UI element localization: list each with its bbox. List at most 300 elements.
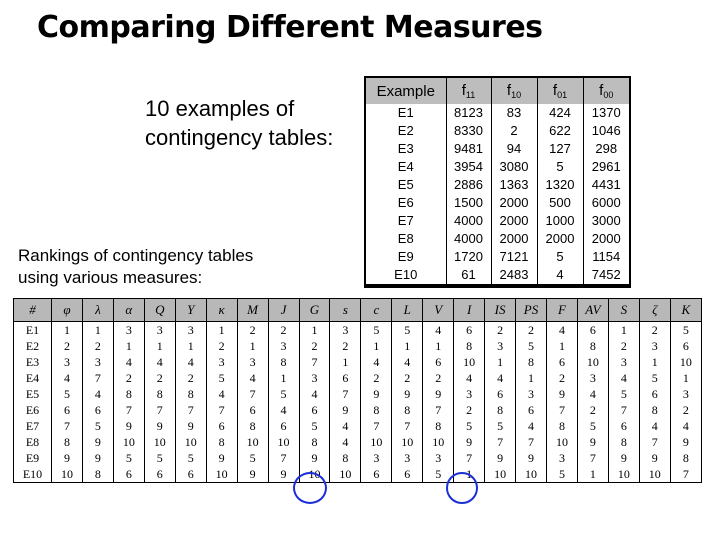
rankings-cell: 10 bbox=[144, 434, 175, 450]
rankings-cell: 4 bbox=[113, 354, 144, 370]
rankings-cell: 5 bbox=[577, 418, 608, 434]
rankings-cell: E2 bbox=[14, 338, 52, 354]
rankings-header: Q bbox=[144, 299, 175, 322]
highlight-circle-i bbox=[446, 472, 478, 504]
rankings-cell: 10 bbox=[454, 354, 485, 370]
examples-cell: E7 bbox=[366, 212, 446, 230]
rankings-cell: E4 bbox=[14, 370, 52, 386]
examples-header-subscript: 00 bbox=[603, 90, 614, 100]
rankings-cell: 1 bbox=[670, 370, 701, 386]
rankings-cell: 1 bbox=[361, 338, 392, 354]
rankings-cell: 2 bbox=[268, 322, 299, 339]
rankings-cell: 9 bbox=[237, 466, 268, 483]
rankings-cell: 9 bbox=[82, 450, 113, 466]
rankings-cell: 7 bbox=[330, 386, 361, 402]
rankings-cell: 9 bbox=[52, 450, 83, 466]
rankings-cell: 7 bbox=[268, 450, 299, 466]
rankings-cell: 4 bbox=[454, 370, 485, 386]
rankings-cell: 10 bbox=[608, 466, 639, 483]
rankings-cell: 3 bbox=[547, 450, 578, 466]
rankings-cell: 1 bbox=[608, 322, 639, 339]
rankings-cell: 7 bbox=[577, 450, 608, 466]
rankings-header: J bbox=[268, 299, 299, 322]
examples-cell: 2000 bbox=[583, 230, 629, 248]
rankings-cell: E7 bbox=[14, 418, 52, 434]
rankings-cell: 4 bbox=[361, 354, 392, 370]
rankings-cell: 5 bbox=[670, 322, 701, 339]
rankings-cell: 4 bbox=[547, 322, 578, 339]
examples-cell: E2 bbox=[366, 122, 446, 140]
rankings-cell: 4 bbox=[392, 354, 423, 370]
rankings-cell: 5 bbox=[423, 466, 454, 483]
rankings-cell: 2 bbox=[639, 322, 670, 339]
examples-caption bbox=[145, 94, 333, 152]
rankings-cell: 3 bbox=[454, 386, 485, 402]
rankings-cell: 9 bbox=[608, 450, 639, 466]
rankings-cell: 10 bbox=[423, 434, 454, 450]
rankings-cell: 1 bbox=[299, 322, 330, 339]
rankings-cell: 2 bbox=[52, 338, 83, 354]
rankings-cell: 3 bbox=[423, 450, 454, 466]
slide-title: Comparing Different Measures bbox=[37, 10, 543, 45]
rankings-cell: 6 bbox=[392, 466, 423, 483]
rankings-row bbox=[14, 466, 702, 483]
rankings-cell: 5 bbox=[144, 450, 175, 466]
rankings-cell: 4 bbox=[516, 418, 547, 434]
examples-cell: 4000 bbox=[446, 230, 491, 248]
examples-cell: 83 bbox=[491, 104, 537, 122]
examples-cell: 7452 bbox=[583, 266, 629, 284]
rankings-cell: 5 bbox=[516, 338, 547, 354]
rankings-cell: 9 bbox=[670, 434, 701, 450]
examples-cell: 1500 bbox=[446, 194, 491, 212]
rankings-cell: 5 bbox=[237, 450, 268, 466]
examples-header-label: f bbox=[599, 82, 604, 99]
examples-cell: 2483 bbox=[491, 266, 537, 284]
examples-cell: 8330 bbox=[446, 122, 491, 140]
rankings-cell: 3 bbox=[577, 370, 608, 386]
examples-cell: E9 bbox=[366, 248, 446, 266]
rankings-cell: 5 bbox=[639, 370, 670, 386]
rankings-cell: 7 bbox=[237, 386, 268, 402]
rankings-cell: 9 bbox=[547, 386, 578, 402]
rankings-cell: 7 bbox=[454, 450, 485, 466]
rankings-cell: 8 bbox=[268, 354, 299, 370]
rankings-cell: 1 bbox=[237, 338, 268, 354]
rankings-cell: 9 bbox=[175, 418, 206, 434]
rankings-cell: 2 bbox=[206, 338, 237, 354]
rankings-cell: 8 bbox=[299, 434, 330, 450]
rankings-cell: 4 bbox=[485, 370, 516, 386]
rankings-cell: 10 bbox=[547, 434, 578, 450]
rankings-cell: 10 bbox=[299, 466, 330, 483]
rankings-cell: 3 bbox=[175, 322, 206, 339]
rankings-cell: 5 bbox=[175, 450, 206, 466]
rankings-row bbox=[14, 354, 702, 370]
rankings-cell: 6 bbox=[144, 466, 175, 483]
examples-cell: 9481 bbox=[446, 140, 491, 158]
rankings-cell: 3 bbox=[144, 322, 175, 339]
examples-header-f1 bbox=[446, 78, 491, 104]
rankings-cell: 6 bbox=[361, 466, 392, 483]
rankings-header: L bbox=[392, 299, 423, 322]
rankings-cell: 7 bbox=[52, 418, 83, 434]
rankings-row bbox=[14, 338, 702, 354]
rankings-cell: 2 bbox=[237, 322, 268, 339]
examples-cell: E4 bbox=[366, 158, 446, 176]
rankings-cell: 2 bbox=[113, 370, 144, 386]
rankings-row bbox=[14, 434, 702, 450]
examples-header-f3 bbox=[537, 78, 583, 104]
rankings-cell: 3 bbox=[608, 354, 639, 370]
examples-cell: 4000 bbox=[446, 212, 491, 230]
rankings-cell: 5 bbox=[52, 386, 83, 402]
rankings-cell: 6 bbox=[52, 402, 83, 418]
rankings-cell: 5 bbox=[608, 386, 639, 402]
rankings-cell: 9 bbox=[330, 402, 361, 418]
rankings-cell: 8 bbox=[516, 354, 547, 370]
rankings-cell: 7 bbox=[485, 434, 516, 450]
rankings-cell: 7 bbox=[423, 402, 454, 418]
examples-cell: 1320 bbox=[537, 176, 583, 194]
rankings-cell: 8 bbox=[670, 450, 701, 466]
rankings-cell: 6 bbox=[608, 418, 639, 434]
rankings-cell: 2 bbox=[361, 370, 392, 386]
rankings-cell: E3 bbox=[14, 354, 52, 370]
rankings-cell: 4 bbox=[52, 370, 83, 386]
rankings-cell: 5 bbox=[113, 450, 144, 466]
rankings-cell: 7 bbox=[113, 402, 144, 418]
rankings-cell: 3 bbox=[237, 354, 268, 370]
examples-cell: 2000 bbox=[491, 230, 537, 248]
rankings-cell: 1 bbox=[268, 370, 299, 386]
rankings-cell: 1 bbox=[516, 370, 547, 386]
examples-cell: 5 bbox=[537, 158, 583, 176]
rankings-cell: 3 bbox=[299, 370, 330, 386]
rankings-cell: 4 bbox=[423, 322, 454, 339]
rankings-row bbox=[14, 402, 702, 418]
examples-header-subscript: 10 bbox=[511, 90, 522, 100]
rankings-cell: 10 bbox=[330, 466, 361, 483]
rankings-cell: 10 bbox=[268, 434, 299, 450]
rankings-cell: 5 bbox=[454, 418, 485, 434]
rankings-cell: 1 bbox=[454, 466, 485, 483]
rankings-cell: E6 bbox=[14, 402, 52, 418]
examples-table-frame bbox=[364, 76, 631, 288]
rankings-cell: 1 bbox=[175, 338, 206, 354]
examples-cell: 3080 bbox=[491, 158, 537, 176]
rankings-cell: 3 bbox=[206, 354, 237, 370]
rankings-cell: 10 bbox=[577, 354, 608, 370]
examples-header-label: f bbox=[506, 82, 512, 99]
examples-header-label: f bbox=[552, 82, 558, 99]
rankings-cell: 1 bbox=[206, 322, 237, 339]
examples-cell: 1363 bbox=[491, 176, 537, 194]
examples-cell: E3 bbox=[366, 140, 446, 158]
rankings-cell: 3 bbox=[670, 386, 701, 402]
rankings-header: AV bbox=[577, 299, 608, 322]
rankings-cell: 10 bbox=[237, 434, 268, 450]
rankings-cell: 2 bbox=[299, 338, 330, 354]
rankings-cell: 1 bbox=[485, 354, 516, 370]
rankings-cell: 6 bbox=[454, 322, 485, 339]
rankings-cell: 6 bbox=[206, 418, 237, 434]
rankings-cell: 3 bbox=[82, 354, 113, 370]
rankings-cell: 6 bbox=[268, 418, 299, 434]
rankings-cell: 1 bbox=[144, 338, 175, 354]
rankings-cell: 10 bbox=[361, 434, 392, 450]
examples-row bbox=[366, 158, 629, 176]
rankings-cell: 1 bbox=[113, 338, 144, 354]
rankings-cell: 6 bbox=[670, 338, 701, 354]
rankings-cell: 9 bbox=[268, 466, 299, 483]
examples-cell: 127 bbox=[537, 140, 583, 158]
rankings-cell: 9 bbox=[423, 386, 454, 402]
rankings-cell: 5 bbox=[547, 466, 578, 483]
rankings-header: Y bbox=[175, 299, 206, 322]
rankings-cell: 6 bbox=[175, 466, 206, 483]
rankings-cell: 2 bbox=[485, 322, 516, 339]
rankings-cell: 10 bbox=[206, 466, 237, 483]
examples-cell: 500 bbox=[537, 194, 583, 212]
rankings-cell: 7 bbox=[82, 370, 113, 386]
rankings-cell: 8 bbox=[52, 434, 83, 450]
rankings-cell: 7 bbox=[175, 402, 206, 418]
rankings-cell: 9 bbox=[299, 450, 330, 466]
rankings-cell: 10 bbox=[670, 354, 701, 370]
rankings-header: V bbox=[423, 299, 454, 322]
examples-cell: E1 bbox=[366, 104, 446, 122]
examples-row bbox=[366, 140, 629, 158]
rankings-cell: 8 bbox=[361, 402, 392, 418]
rankings-cell: 1 bbox=[577, 466, 608, 483]
rankings-header: # bbox=[14, 299, 52, 322]
rankings-cell: 9 bbox=[639, 450, 670, 466]
rankings-cell: 2 bbox=[175, 370, 206, 386]
rankings-cell: 1 bbox=[639, 354, 670, 370]
rankings-cell: 1 bbox=[82, 322, 113, 339]
rankings-caption-line1: Rankings of contingency tables bbox=[18, 246, 254, 265]
rankings-cell: 9 bbox=[454, 434, 485, 450]
examples-cell: 1000 bbox=[537, 212, 583, 230]
rankings-cell: 10 bbox=[52, 466, 83, 483]
rankings-cell: E1 bbox=[14, 322, 52, 339]
rankings-cell: 5 bbox=[268, 386, 299, 402]
rankings-cell: E8 bbox=[14, 434, 52, 450]
examples-cell: 1046 bbox=[583, 122, 629, 140]
rankings-cell: 6 bbox=[423, 354, 454, 370]
rankings-cell: 7 bbox=[670, 466, 701, 483]
rankings-row bbox=[14, 370, 702, 386]
examples-header-label: f bbox=[461, 82, 466, 99]
examples-row bbox=[366, 212, 629, 230]
rankings-cell: 2 bbox=[547, 370, 578, 386]
rankings-cell: 8 bbox=[206, 434, 237, 450]
rankings-cell: 6 bbox=[237, 402, 268, 418]
rankings-cell: 9 bbox=[113, 418, 144, 434]
rankings-cell: 6 bbox=[299, 402, 330, 418]
rankings-header: IS bbox=[485, 299, 516, 322]
rankings-cell: 7 bbox=[547, 402, 578, 418]
rankings-cell: 2 bbox=[454, 402, 485, 418]
examples-cell: 4 bbox=[537, 266, 583, 284]
examples-row bbox=[366, 248, 629, 266]
rankings-cell: 4 bbox=[330, 434, 361, 450]
rankings-header: α bbox=[113, 299, 144, 322]
examples-cell: 2961 bbox=[583, 158, 629, 176]
rankings-cell: 7 bbox=[144, 402, 175, 418]
rankings-cell: 7 bbox=[639, 434, 670, 450]
rankings-cell: 7 bbox=[392, 418, 423, 434]
rankings-cell: 9 bbox=[144, 418, 175, 434]
rankings-cell: 5 bbox=[82, 418, 113, 434]
rankings-cell: 8 bbox=[237, 418, 268, 434]
rankings-cell: 6 bbox=[113, 466, 144, 483]
highlight-circle-g bbox=[293, 472, 327, 504]
rankings-cell: 2 bbox=[144, 370, 175, 386]
rankings-cell: 3 bbox=[485, 338, 516, 354]
examples-cell: 2000 bbox=[491, 212, 537, 230]
rankings-cell: 3 bbox=[361, 450, 392, 466]
rankings-cell: 5 bbox=[485, 418, 516, 434]
rankings-cell: 10 bbox=[516, 466, 547, 483]
examples-cell: 5 bbox=[537, 248, 583, 266]
examples-cell: 298 bbox=[583, 140, 629, 158]
rankings-cell: 10 bbox=[113, 434, 144, 450]
rankings-header: PS bbox=[516, 299, 547, 322]
rankings-cell: 1 bbox=[423, 338, 454, 354]
examples-header-subscript: 11 bbox=[465, 90, 476, 100]
rankings-cell: 4 bbox=[299, 386, 330, 402]
rankings-cell: 8 bbox=[392, 402, 423, 418]
rankings-cell: 8 bbox=[423, 418, 454, 434]
examples-cell: 8123 bbox=[446, 104, 491, 122]
rankings-cell: 9 bbox=[485, 450, 516, 466]
rankings-cell: 5 bbox=[299, 418, 330, 434]
examples-cell: 622 bbox=[537, 122, 583, 140]
rankings-header: ζ bbox=[639, 299, 670, 322]
rankings-cell: 8 bbox=[639, 402, 670, 418]
examples-cell: E10 bbox=[366, 266, 446, 284]
rankings-caption-line2: using various measures: bbox=[18, 268, 203, 287]
rankings-header: M bbox=[237, 299, 268, 322]
examples-cell: E6 bbox=[366, 194, 446, 212]
rankings-header: F bbox=[547, 299, 578, 322]
rankings-cell: 4 bbox=[577, 386, 608, 402]
rankings-cell: 4 bbox=[670, 418, 701, 434]
examples-row bbox=[366, 122, 629, 140]
rankings-cell: 3 bbox=[516, 386, 547, 402]
rankings-cell: 4 bbox=[330, 418, 361, 434]
rankings-cell: 6 bbox=[485, 386, 516, 402]
rankings-cell: E5 bbox=[14, 386, 52, 402]
rankings-cell: 6 bbox=[330, 370, 361, 386]
rankings-header: φ bbox=[52, 299, 83, 322]
rankings-cell: 9 bbox=[361, 386, 392, 402]
rankings-cell: 4 bbox=[268, 402, 299, 418]
rankings-cell: 9 bbox=[577, 434, 608, 450]
rankings-header: K bbox=[670, 299, 701, 322]
rankings-cell: E9 bbox=[14, 450, 52, 466]
rankings-cell: 8 bbox=[485, 402, 516, 418]
rankings-cell: 3 bbox=[330, 322, 361, 339]
rankings-cell: 10 bbox=[392, 434, 423, 450]
examples-cell: 424 bbox=[537, 104, 583, 122]
rankings-header: S bbox=[608, 299, 639, 322]
rankings-header: c bbox=[361, 299, 392, 322]
rankings-cell: 9 bbox=[206, 450, 237, 466]
examples-row bbox=[366, 104, 629, 122]
examples-caption-line2: contingency tables: bbox=[145, 125, 334, 150]
examples-cell: E8 bbox=[366, 230, 446, 248]
rankings-cell: 8 bbox=[330, 450, 361, 466]
rankings-cell: 4 bbox=[144, 354, 175, 370]
examples-cell: 2 bbox=[491, 122, 537, 140]
rankings-cell: 3 bbox=[268, 338, 299, 354]
rankings-cell: 2 bbox=[423, 370, 454, 386]
rankings-header: s bbox=[330, 299, 361, 322]
rankings-cell: 1 bbox=[52, 322, 83, 339]
rankings-cell: 8 bbox=[608, 434, 639, 450]
rankings-cell: 3 bbox=[639, 338, 670, 354]
rankings-cell: 10 bbox=[175, 434, 206, 450]
rankings-row bbox=[14, 322, 702, 339]
rankings-cell: 6 bbox=[547, 354, 578, 370]
rankings-cell: 4 bbox=[206, 386, 237, 402]
rankings-cell: 5 bbox=[392, 322, 423, 339]
rankings-cell: 6 bbox=[82, 402, 113, 418]
examples-cell: 7121 bbox=[491, 248, 537, 266]
examples-row bbox=[366, 176, 629, 194]
examples-cell: 2000 bbox=[491, 194, 537, 212]
rankings-cell: 8 bbox=[547, 418, 578, 434]
rankings-cell: 2 bbox=[82, 338, 113, 354]
examples-cell: 2886 bbox=[446, 176, 491, 194]
examples-header-label: Example bbox=[376, 82, 435, 100]
rankings-cell: 8 bbox=[82, 466, 113, 483]
rankings-cell: 7 bbox=[608, 402, 639, 418]
rankings-cell: 8 bbox=[175, 386, 206, 402]
rankings-cell: 3 bbox=[392, 450, 423, 466]
rankings-cell: 2 bbox=[330, 338, 361, 354]
examples-cell: 1720 bbox=[446, 248, 491, 266]
rankings-cell: 1 bbox=[330, 354, 361, 370]
examples-caption-line1: 10 examples of bbox=[145, 96, 295, 121]
rankings-cell: 2 bbox=[577, 402, 608, 418]
rankings-table-frame bbox=[13, 298, 702, 496]
rankings-cell: 10 bbox=[485, 466, 516, 483]
rankings-cell: 5 bbox=[361, 322, 392, 339]
rankings-cell: 4 bbox=[237, 370, 268, 386]
rankings-cell: 6 bbox=[577, 322, 608, 339]
rankings-cell: 2 bbox=[392, 370, 423, 386]
rankings-cell: E10 bbox=[14, 466, 52, 483]
rankings-cell: 3 bbox=[52, 354, 83, 370]
rankings-cell: 5 bbox=[206, 370, 237, 386]
examples-cell: 3000 bbox=[583, 212, 629, 230]
examples-header-f4 bbox=[583, 78, 629, 104]
examples-row bbox=[366, 194, 629, 212]
rankings-header: κ bbox=[206, 299, 237, 322]
examples-cell: 61 bbox=[446, 266, 491, 284]
rankings-cell: 7 bbox=[206, 402, 237, 418]
examples-cell: E5 bbox=[366, 176, 446, 194]
rankings-cell: 7 bbox=[361, 418, 392, 434]
rankings-cell: 8 bbox=[577, 338, 608, 354]
rankings-cell: 3 bbox=[113, 322, 144, 339]
examples-header-subscript: 01 bbox=[557, 90, 568, 100]
rankings-cell: 9 bbox=[392, 386, 423, 402]
